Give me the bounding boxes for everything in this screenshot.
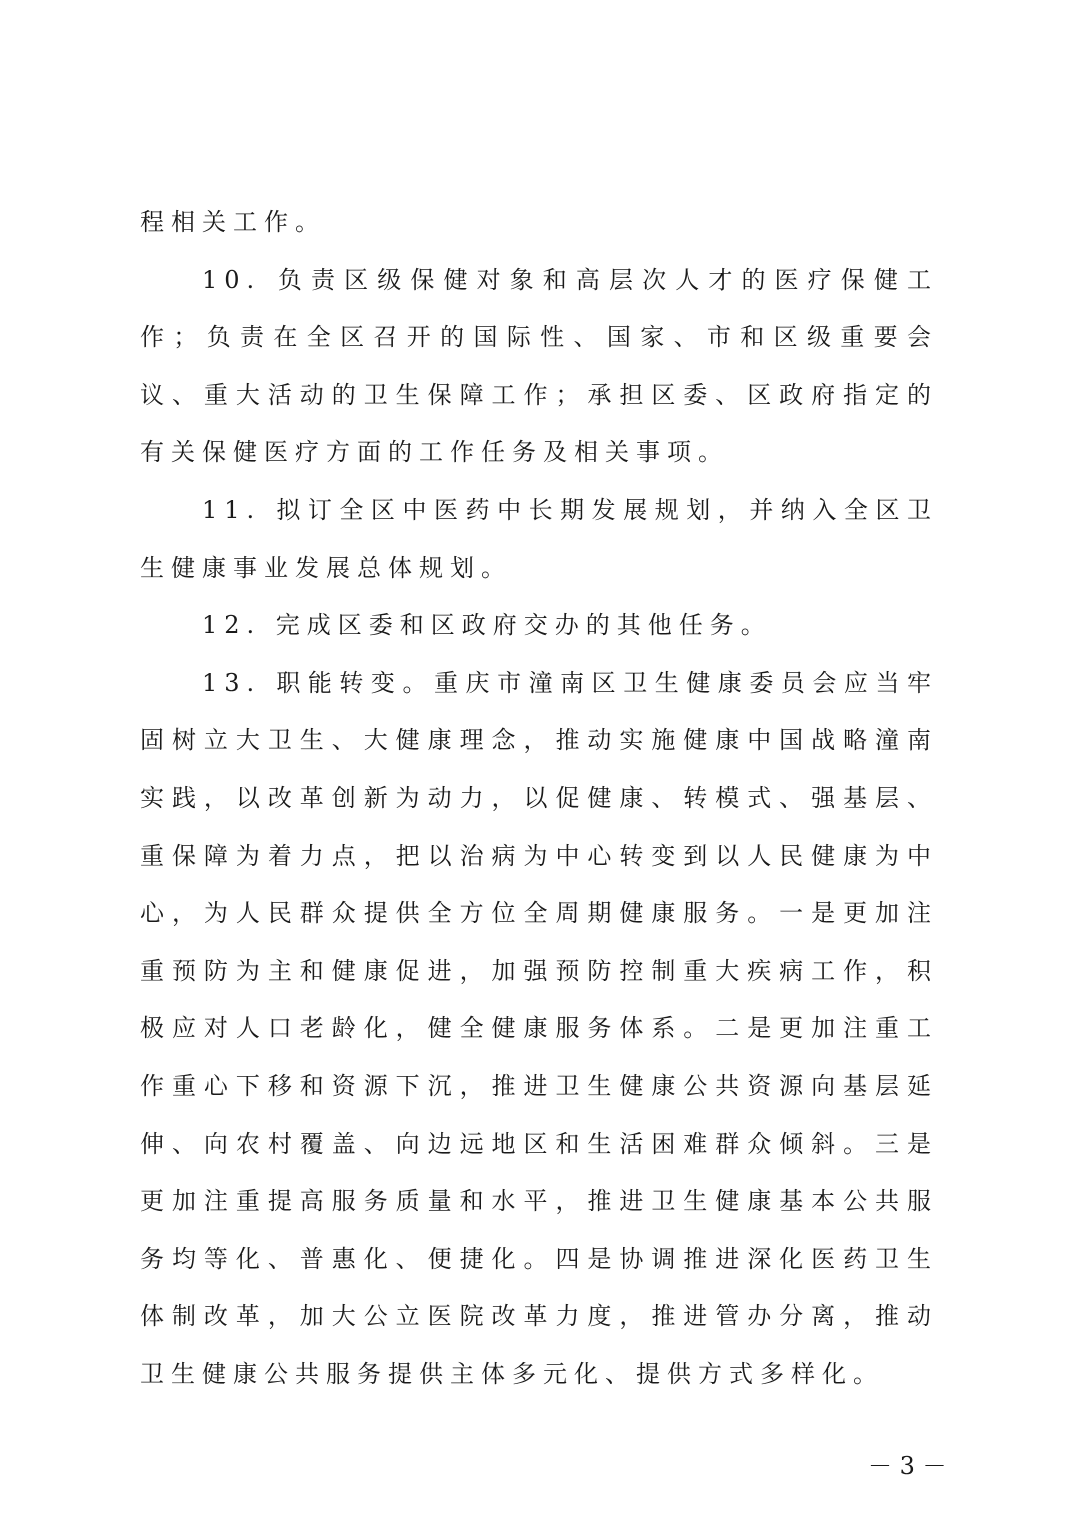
paragraph-item-10: 10. 负责区级保健对象和高层次人才的医疗保健工作；负责在全区召开的国际性、国家、市和区级重要会议、重大活动的卫生保障工作；承担区委、区政府指定的有关保健医疗方面的工作任务及相关事项。 xyxy=(140,265,938,467)
body-text xyxy=(140,194,938,1403)
paragraph-continuation: 程相关工作。 xyxy=(140,208,326,236)
page-number: － 3 － xyxy=(868,1452,947,1480)
paragraph-item-12: 12. 完成区委和区政府交办的其他任务。 xyxy=(202,611,772,640)
paragraph-item-11: 11. 拟订全区中医药中长期发展规划，并纳入全区卫生健康事业发展总体规划。 xyxy=(140,495,938,582)
paragraph-item-13: 13. 职能转变。重庆市潼南区卫生健康委员会应当牢固树立大卫生、大健康理念，推动实施健康中国战略潼南实践，以改革创新为动力，以促健康、转模式、强基层、重保障为着力点，把以治病为中心转变到以人民健康为中心，为人民群众提供全方位全周期健康服务。一是更加注重预防为主和健康促进，加强预防控制重大疾病工作，积极应对人口老龄化，健全健康服务体系。二是更加注重工作重心下移和资源下沉，推进卫生健康公共资源向基层延伸、向农村覆盖、向边远地区和生活困难群众倾斜。三是更加注重提高服务质量和水平，推进卫生健康基本公共服务均等化、普惠化、便捷化。四是协调推进深化医药卫生体制改革，加大公立医院改革力度，推进管办分离，推动卫生健康公共服务提供主体多元化、提供方式多样化。 xyxy=(140,668,938,1388)
